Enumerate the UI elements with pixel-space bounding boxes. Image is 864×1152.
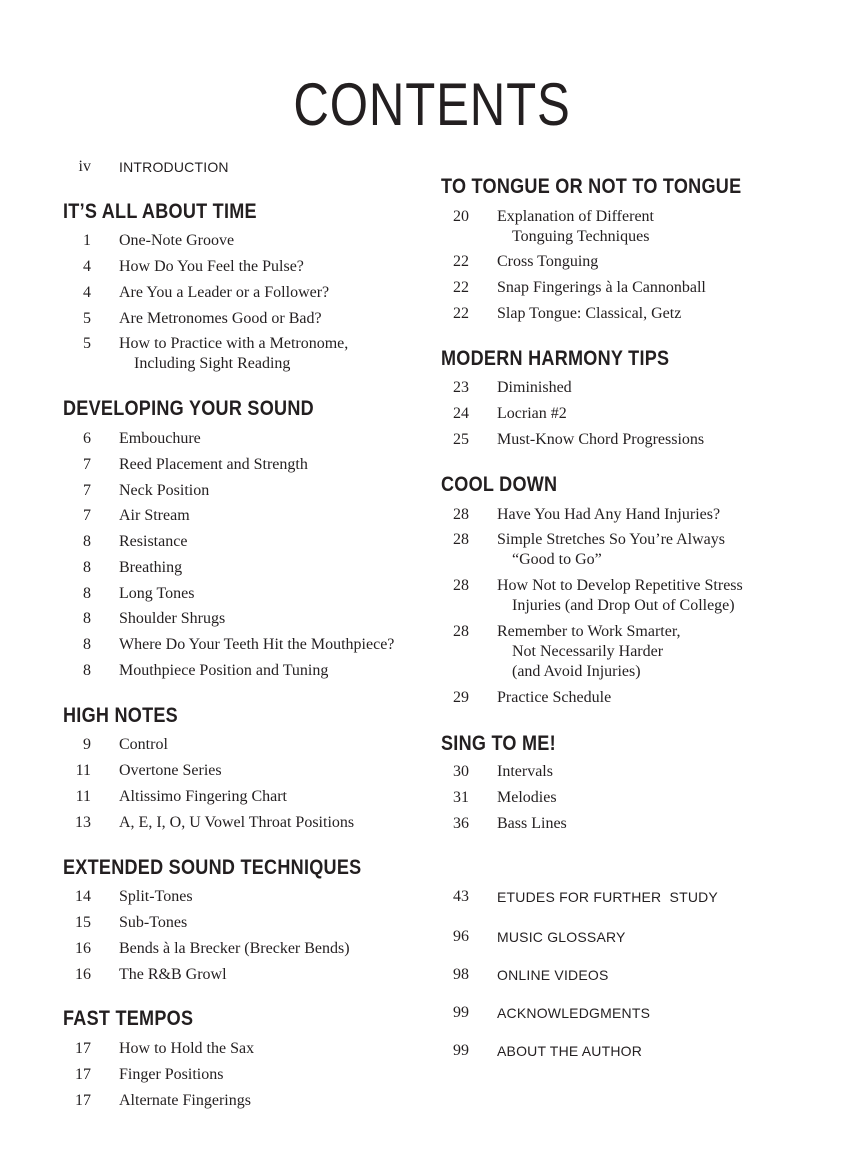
page-number: 28 xyxy=(453,506,469,523)
entry-title-continuation: (and Avoid Injuries) xyxy=(512,663,641,680)
page-number: 15 xyxy=(75,914,91,931)
page-number: 16 xyxy=(75,940,91,957)
entry-title-line: Sub-Tones xyxy=(119,914,188,931)
entry-title-line: Locrian #2 xyxy=(497,405,567,422)
page-number: 22 xyxy=(453,253,469,270)
page-number: 14 xyxy=(75,888,91,905)
entry-title: MUSIC GLOSSARY xyxy=(497,929,626,945)
entry-title xyxy=(497,278,706,298)
page-number: 8 xyxy=(83,533,91,550)
page-number: 99 xyxy=(453,1042,469,1059)
entry-title-line: How to Hold the Sax xyxy=(119,1040,255,1057)
entry-title-line: Mouthpiece Position and Tuning xyxy=(119,662,329,679)
page-number: 16 xyxy=(75,966,91,983)
page-number: 24 xyxy=(453,405,469,422)
entry-title xyxy=(497,378,572,398)
section-heading-fast-tempos: FAST TEMPOS xyxy=(63,1007,194,1030)
page-number: 7 xyxy=(83,456,91,473)
page-number: 13 xyxy=(75,814,91,831)
entry-title xyxy=(119,635,394,655)
entry-title xyxy=(119,965,227,985)
entry-title xyxy=(119,257,304,277)
page-number: 28 xyxy=(453,531,469,548)
page-number: 8 xyxy=(83,636,91,653)
entry-title: ETUDES FOR FURTHER STUDY xyxy=(497,889,718,905)
entry-title xyxy=(497,788,557,808)
entry-title-line: How Not to Develop Repetitive Stress xyxy=(497,577,743,594)
section-heading-developing-your-sound: DEVELOPING YOUR SOUND xyxy=(63,397,314,420)
section-heading-extended-sound-techniques: EXTENDED SOUND TECHNIQUES xyxy=(63,856,362,879)
page-title: CONTENTS xyxy=(293,71,571,138)
page-number: 25 xyxy=(453,431,469,448)
entry-title-line: Shoulder Shrugs xyxy=(119,610,226,627)
entry-title xyxy=(119,506,190,526)
entry-title xyxy=(119,761,222,781)
entry-title xyxy=(119,1039,254,1059)
page-number: 6 xyxy=(83,430,91,447)
entry-title-line: Simple Stretches So You’re Always xyxy=(497,531,725,548)
entry-title-line: A, E, I, O, U Vowel Throat Positions xyxy=(119,814,355,831)
entry-title-line: Bends à la Brecker (Brecker Bends) xyxy=(119,940,350,957)
entry-title-line: Split-Tones xyxy=(119,888,193,905)
entry-title xyxy=(119,584,194,604)
entry-title-line: Embouchure xyxy=(119,430,201,447)
entry-title xyxy=(119,661,328,681)
entry-title-line: Finger Positions xyxy=(119,1066,224,1083)
entry-title-line: Where Do Your Teeth Hit the Mouthpiece? xyxy=(119,636,395,653)
entry-title-line: Snap Fingerings à la Cannonball xyxy=(497,279,706,296)
page-number: 23 xyxy=(453,379,469,396)
entry-title xyxy=(119,481,209,501)
entry-title xyxy=(497,304,681,324)
entry-title xyxy=(119,455,308,475)
entry-title xyxy=(119,558,182,578)
page-number: 99 xyxy=(453,1004,469,1021)
entry-title xyxy=(119,309,322,329)
entry-title xyxy=(497,530,725,570)
section-heading-modern-harmony-tips: MODERN HARMONY TIPS xyxy=(441,347,670,370)
entry-title: INTRODUCTION xyxy=(119,159,229,175)
entry-title-line: Reed Placement and Strength xyxy=(119,456,308,473)
entry-title-line: How Do You Feel the Pulse? xyxy=(119,258,304,275)
entry-title xyxy=(497,576,743,616)
entry-title xyxy=(119,735,168,755)
page-number: 9 xyxy=(83,736,91,753)
entry-title xyxy=(497,252,598,272)
entry-title xyxy=(119,532,187,552)
page-number: 31 xyxy=(453,789,469,806)
entry-title-line: Bass Lines xyxy=(497,815,567,832)
entry-title xyxy=(119,334,348,374)
entry-title-line: Neck Position xyxy=(119,482,210,499)
page-number: 5 xyxy=(83,310,91,327)
entry-title-line: Must-Know Chord Progressions xyxy=(497,431,705,448)
entry-title xyxy=(497,688,611,708)
page-number: 17 xyxy=(75,1066,91,1083)
entry-title-continuation: “Good to Go” xyxy=(512,551,602,568)
entry-title-line: One-Note Groove xyxy=(119,232,235,249)
page-number: 29 xyxy=(453,689,469,706)
entry-title-line: How to Practice with a Metronome, xyxy=(119,335,349,352)
section-heading-to-tongue-or-not-to-tongue: TO TONGUE OR NOT TO TONGUE xyxy=(441,175,742,198)
entry-title-line: Air Stream xyxy=(119,507,190,524)
entry-title-line: Slap Tongue: Classical, Getz xyxy=(497,305,682,322)
entry-title xyxy=(497,430,704,450)
entry-title xyxy=(119,231,234,251)
page-number: 7 xyxy=(83,482,91,499)
entry-title-continuation: Including Sight Reading xyxy=(134,355,291,372)
page-number: 36 xyxy=(453,815,469,832)
entry-title xyxy=(119,429,201,449)
entry-title xyxy=(119,609,225,629)
entry-title xyxy=(497,814,567,834)
section-heading-cool-down: COOL DOWN xyxy=(441,473,558,496)
entry-title-line: The R&B Growl xyxy=(119,966,227,983)
page-number: 7 xyxy=(83,507,91,524)
entry-title xyxy=(119,913,187,933)
entry-title xyxy=(497,404,567,424)
entry-title-line: Long Tones xyxy=(119,585,195,602)
page-number: iv xyxy=(78,158,91,175)
entry-title xyxy=(119,1065,223,1085)
page-number: 30 xyxy=(453,763,469,780)
entry-title-continuation: Not Necessarily Harder xyxy=(512,643,664,660)
entry-title-line: Explanation of Different xyxy=(497,208,654,225)
page-number: 28 xyxy=(453,623,469,640)
entry-title-line: Resistance xyxy=(119,533,188,550)
entry-title xyxy=(497,622,681,682)
page-number: 1 xyxy=(83,232,91,249)
page-number: 22 xyxy=(453,305,469,322)
page-number: 17 xyxy=(75,1092,91,1109)
entry-title-line: Practice Schedule xyxy=(497,689,612,706)
page-number: 11 xyxy=(75,788,91,805)
page-number: 8 xyxy=(83,610,91,627)
entry-title: ONLINE VIDEOS xyxy=(497,967,609,983)
entry-title-line: Are Metronomes Good or Bad? xyxy=(119,310,322,327)
entry-title xyxy=(119,787,287,807)
entry-title-line: Diminished xyxy=(497,379,572,396)
entry-title xyxy=(119,1091,251,1111)
entry-title-line: Have You Had Any Hand Injuries? xyxy=(497,506,721,523)
entry-title-line: Altissimo Fingering Chart xyxy=(119,788,287,805)
entry-title xyxy=(119,887,193,907)
page-number: 8 xyxy=(83,585,91,602)
page-number: 11 xyxy=(75,762,91,779)
entry-title-line: Breathing xyxy=(119,559,183,576)
page-number: 8 xyxy=(83,662,91,679)
entry-title-continuation: Tonguing Techniques xyxy=(512,228,650,245)
entry-title-line: Cross Tonguing xyxy=(497,253,599,270)
page-number: 22 xyxy=(453,279,469,296)
entry-title-line: Overtone Series xyxy=(119,762,222,779)
page-number: 20 xyxy=(453,208,469,225)
entry-title xyxy=(497,762,553,782)
entry-title-line: Melodies xyxy=(497,789,557,806)
page-number: 17 xyxy=(75,1040,91,1057)
page-number: 5 xyxy=(83,335,91,352)
entry-title: ABOUT THE AUTHOR xyxy=(497,1043,643,1059)
section-heading-it-s-all-about-time: IT’S ALL ABOUT TIME xyxy=(63,200,257,223)
entry-title-line: Are You a Leader or a Follower? xyxy=(119,284,330,301)
page-number: 28 xyxy=(453,577,469,594)
page-number: 96 xyxy=(453,928,469,945)
page-number: 4 xyxy=(83,258,91,275)
page-number: 43 xyxy=(453,888,469,905)
entry-title xyxy=(119,813,354,833)
entry-title xyxy=(119,283,329,303)
entry-title-line: Remember to Work Smarter, xyxy=(497,623,681,640)
page-number: 8 xyxy=(83,559,91,576)
section-heading-high-notes: HIGH NOTES xyxy=(63,704,178,727)
entry-title xyxy=(119,939,350,959)
entry-title: ACKNOWLEDGMENTS xyxy=(497,1005,651,1021)
entry-title xyxy=(497,207,654,247)
section-heading-sing-to-me: SING TO ME! xyxy=(441,732,556,755)
entry-title xyxy=(497,505,720,525)
entry-title-line: Intervals xyxy=(497,763,553,780)
entry-title-line: Control xyxy=(119,736,168,753)
entry-title-line: Alternate Fingerings xyxy=(119,1092,251,1109)
entry-title-continuation: Injuries (and Drop Out of College) xyxy=(512,597,735,614)
page-number: 4 xyxy=(83,284,91,301)
page-number: 98 xyxy=(453,966,469,983)
